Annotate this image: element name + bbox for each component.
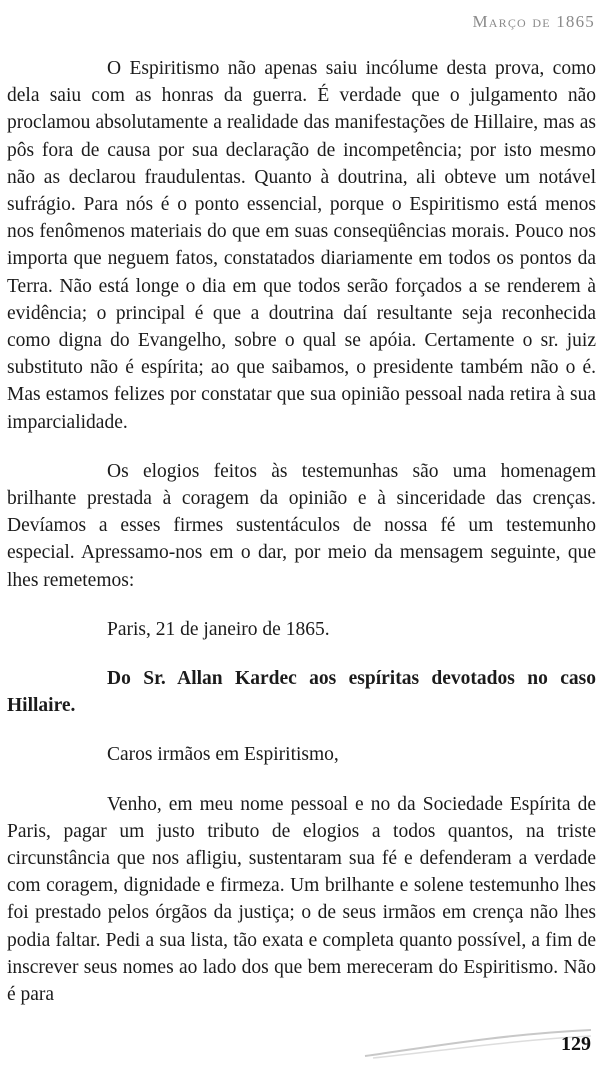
letter-heading: Do Sr. Allan Kardec aos espíritas devotados no caso Hillaire. bbox=[7, 668, 596, 717]
letter-date: Paris, 21 de janeiro de 1865. bbox=[107, 618, 330, 640]
running-header: Março de 1865 bbox=[472, 12, 595, 31]
page-number: 129 bbox=[561, 1033, 591, 1055]
paragraph-1: O Espiritismo não apenas saiu incólume desta prova, como dela saiu com as honras da guerra. É verdade que o julgamento não proclamou absolutamente a realidade das manifestações de Hillaire, mas as pôs fora de causa por sua declaração de incompetência; por isto mesmo não as declarou fraudulentas. Quanto à doutrina, ali obteve um notável sufrágio. Para nós é o ponto essencial, porque o Espiritismo está menos nos fenômenos materiais do que em suas conseqüências morais. Pouco nos importa que neguem fatos, constatados diariamente em todos os pontos da Terra. Não está longe o dia em que todos serão forçados a se renderem à evidência; o principal é que a doutrina daí resultante seja reconhecida como digna do Evangelho, sobre o qual se apóia. Certamente o sr. juiz substituto não é espírita; ao que saibamos, o presidente também não o é. Mas estamos felizes por constatar que sua opinião pessoal nada retira à sua imparcialidade. bbox=[7, 58, 596, 433]
body-text bbox=[7, 55, 596, 1008]
letter-body: Venho, em meu nome pessoal e no da Sociedade Espírita de Paris, pagar um justo tributo de elogios a todos quantos, na triste circunstância que nos afligiu, sustentaram sua fé e defenderam a verdade com coragem, dignidade e firmeza. Um brilhante e solene testemunho lhes foi prestado pelos órgãos da justiça; o de seus irmãos em crença não lhes podia faltar. Pedi a sua lista, tão exata e completa quanto possível, a fim de inscrever seus nomes ao lado dos que bem mereceram do Espiritismo. Não é para bbox=[7, 793, 596, 1006]
footer-swoosh-ornament bbox=[363, 1026, 593, 1060]
paragraph-2: Os elogios feitos às testemunhas são uma homenagem brilhante prestada à coragem da opinião e à sinceridade das crenças. Devíamos a esses firmes sustentáculos de nossa fé um testemunho especial. Apressamo-nos em o dar, por meio da mensagem seguinte, que lhes remetemos: bbox=[7, 460, 596, 591]
letter-salutation: Caros irmãos em Espiritismo, bbox=[107, 744, 339, 766]
